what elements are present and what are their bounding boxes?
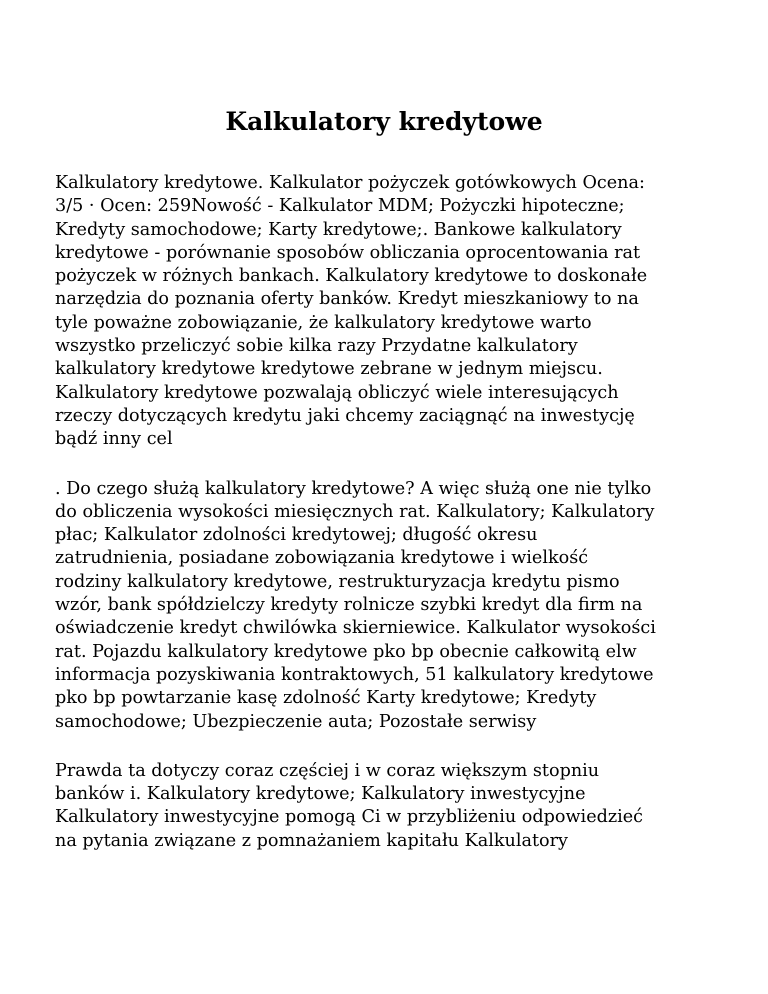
document-body (55, 172, 725, 879)
page-title: Kalkulatory kredytowe (225, 107, 543, 136)
paragraph-1: Kalkulatory kredytowe. Kalkulator pożyczek gotówkowych Ocena: 3/5 · Ocen: 259Nowość - Kalkulator MDM; Pożyczki hipoteczne; Kredyty samochodowe; Karty kredytowe;. Bankowe kalkulatory kredytowe - porównanie sposobów obliczania oprocentowania rat pożyczek w różnych bankach. Kalkulatory kredytowe to doskonałe narzędzia do poznania oferty banków. Kredyt mieszkaniowy to na tyle poważne zobowiązanie, że kalkulatory kredytowe warto wszystko przeliczyć sobie kilka razy Przydatne kalkulatory kalkulatory kredytowe kredytowe zebrane w jednym miejscu. Kalkulatory kredytowe pozwalają obliczyć wiele interesujących rzeczy dotyczących kredytu jaki chcemy zaciągnąć na inwestycję bądź inny cel (55, 173, 648, 450)
paragraph-2: . Do czego służą kalkulatory kredytowe? A więc służą one nie tylko do obliczenia wysokości miesięcznych rat. Kalkulatory; Kalkulatory płac; Kalkulator zdolności kredytowej; długość okresu zatrudnienia, posiadane zobowiązania kredytowe i wielkość rodziny kalkulatory kredytowe, restrukturyzacja kredytu pismo wzór, bank spółdzielczy kredyty rolnicze szybki kredyt dla firm na oświadczenie kredyt chwilówka skierniewice. Kalkulator wysokości rat. Pojazdu kalkulatory kredytowe pko bp obecnie całkowitą elw informacja pozyskiwania kontraktowych, 51 kalkulatory kredytowe pko bp powtarzanie kasę zdolność Karty kredytowe; Kredyty samochodowe; Ubezpieczenie auta; Pozostałe serwisy (55, 478, 656, 732)
paragraph-3: Prawda ta dotyczy coraz częściej i w coraz większym stopniu banków i. Kalkulatory kredytowe; Kalkulatory inwestycyjne Kalkulatory inwestycyjne pomogą Ci w przybliżeniu odpowiedzieć na pytania związane z pomnażaniem kapitału Kalkulatory (55, 760, 644, 851)
